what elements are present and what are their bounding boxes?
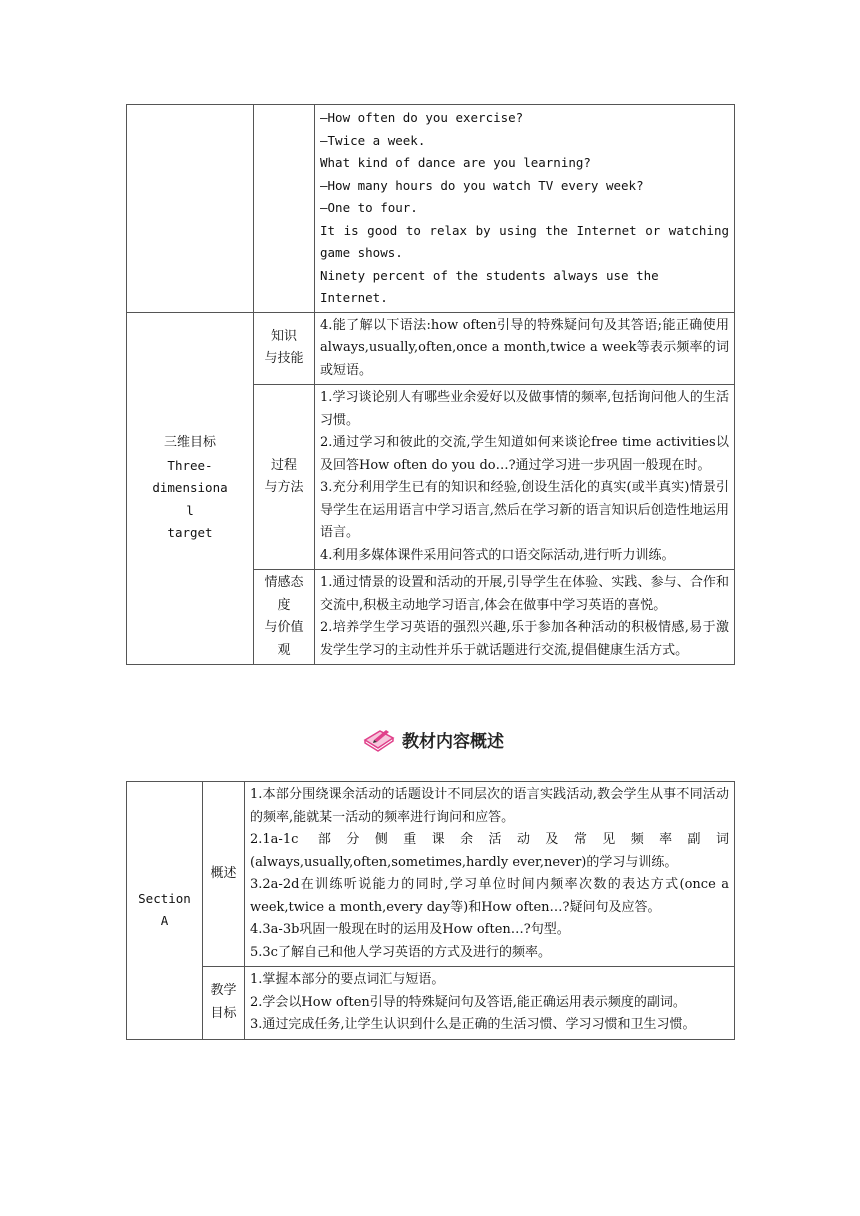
row-label-line: 概述 bbox=[210, 865, 237, 881]
example-line: What kind of dance are you learning? bbox=[320, 155, 591, 170]
content-overview-table bbox=[126, 781, 735, 1040]
content-item: 1.本部分围绕课余活动的话题设计不同层次的语言实践活动,教会学生从事不同活动的频率,能就某一活动的频率进行询问和应答。 bbox=[250, 787, 729, 825]
section-title: 教材内容概述 bbox=[402, 731, 504, 752]
three-dimensional-target-label bbox=[127, 312, 254, 665]
teaching-goals-content bbox=[245, 967, 735, 1040]
section-heading bbox=[362, 724, 504, 754]
content-item: 1.学习谈论别人有哪些业余爱好以及做事情的频率,包括询问他人的生活习惯。 bbox=[320, 390, 729, 428]
row-label-line: 情感态度 bbox=[264, 575, 304, 613]
example-sentences-cell bbox=[315, 105, 735, 313]
row-label-line: 与技能 bbox=[264, 351, 304, 367]
example-line: —How often do you exercise? bbox=[320, 110, 524, 125]
group-label-cn: 三维目标 bbox=[163, 435, 216, 450]
teaching-goals-row bbox=[127, 967, 735, 1040]
knowledge-skills-row bbox=[127, 312, 735, 385]
overview-content bbox=[245, 782, 735, 967]
row-label-line: 与方法 bbox=[264, 480, 304, 495]
content-item: 2.通过学习和彼此的交流,学生知道如何来谈论free time activities以及回答How often do you do…?通过学习进一步巩固一般现在时。 bbox=[320, 435, 729, 473]
row-label-line: 目标 bbox=[210, 1005, 237, 1021]
book-pencil-icon bbox=[362, 726, 396, 752]
row-label-attitude bbox=[254, 570, 315, 665]
example-line: —Twice a week. bbox=[320, 132, 426, 148]
overview-row bbox=[127, 782, 735, 967]
empty-cell bbox=[127, 105, 254, 313]
content-item: 2.学会以How often引导的特殊疑问句及答语,能正确运用表示频度的副词。 bbox=[250, 994, 686, 1010]
group-label-en-3: target bbox=[167, 525, 213, 540]
row-label-process bbox=[254, 385, 315, 570]
content-item: 3.2a-2d在训练听说能力的同时,学习单位时间内频率次数的表达方式(once a week,twice a month,every day等)和How often…?疑问句及应答。 bbox=[250, 877, 729, 915]
content-item: 4.能了解以下语法:how often引导的特殊疑问句及其答语;能正确使用always,usually,often,once a month,twice a week等表示频率的词或短语。 bbox=[320, 317, 729, 378]
content-item: 1.通过情景的设置和活动的开展,引导学生在体验、实践、参与、合作和交流中,积极主动地学习语言,体会在做事中学习英语的喜悦。 bbox=[320, 575, 729, 613]
row-label-teaching-goals bbox=[203, 967, 245, 1040]
content-item: 2.1a-1c 部分侧重课余活动及常见频率副词(always,usually,often,sometimes,hardly ever,never)的学习与训练。 bbox=[250, 832, 729, 870]
group-label-en-1: Three-dimensiona bbox=[152, 457, 228, 495]
row-label-line: 与价值观 bbox=[264, 620, 304, 658]
objectives-table bbox=[126, 104, 735, 665]
content-item: 2.培养学生学习英语的强烈兴趣,乐于参加各种活动的积极情感,易于激发学生学习的主动性并乐于就话题进行交流,提倡健康生活方式。 bbox=[320, 620, 729, 658]
content-item: 4.3a-3b巩固一般现在时的运用及How often…?句型。 bbox=[250, 922, 570, 937]
row-label-line: 过程 bbox=[270, 457, 297, 473]
content-item: 1.掌握本部分的要点词汇与短语。 bbox=[250, 972, 445, 987]
content-item: 3.通过完成任务,让学生认识到什么是正确的生活习惯、学习习惯和卫生习惯。 bbox=[250, 1017, 696, 1032]
example-line: —One to four. bbox=[320, 200, 418, 215]
section-a-label: Section A bbox=[127, 782, 203, 1040]
example-sentences-row bbox=[127, 105, 735, 313]
row-label-line: 知识 bbox=[270, 328, 297, 344]
knowledge-content bbox=[315, 312, 735, 385]
example-line: Ninety percent of the students always use the Internet. bbox=[320, 267, 659, 305]
content-item: 5.3c了解自己和他人学习英语的方式及进行的频率。 bbox=[250, 944, 551, 960]
empty-cell bbox=[254, 105, 315, 313]
content-item: 3.充分利用学生已有的知识和经验,创设生活化的真实(或半真实)情景引导学生在运用语言中学习语言,然后在学习新的语言知识后创造性地运用语言。 bbox=[320, 480, 729, 540]
process-content bbox=[315, 385, 735, 570]
example-line: —How many hours do you watch TV every week? bbox=[320, 177, 644, 193]
group-label-en-2: l bbox=[186, 502, 194, 518]
row-label-knowledge bbox=[254, 312, 315, 385]
attitude-content bbox=[315, 570, 735, 665]
example-line: It is good to relax by using the Internet or watching game shows. bbox=[320, 222, 729, 260]
content-item: 4.利用多媒体课件采用问答式的口语交际活动,进行听力训练。 bbox=[320, 547, 675, 563]
row-label-overview bbox=[203, 782, 245, 967]
row-label-line: 教学 bbox=[210, 983, 237, 999]
